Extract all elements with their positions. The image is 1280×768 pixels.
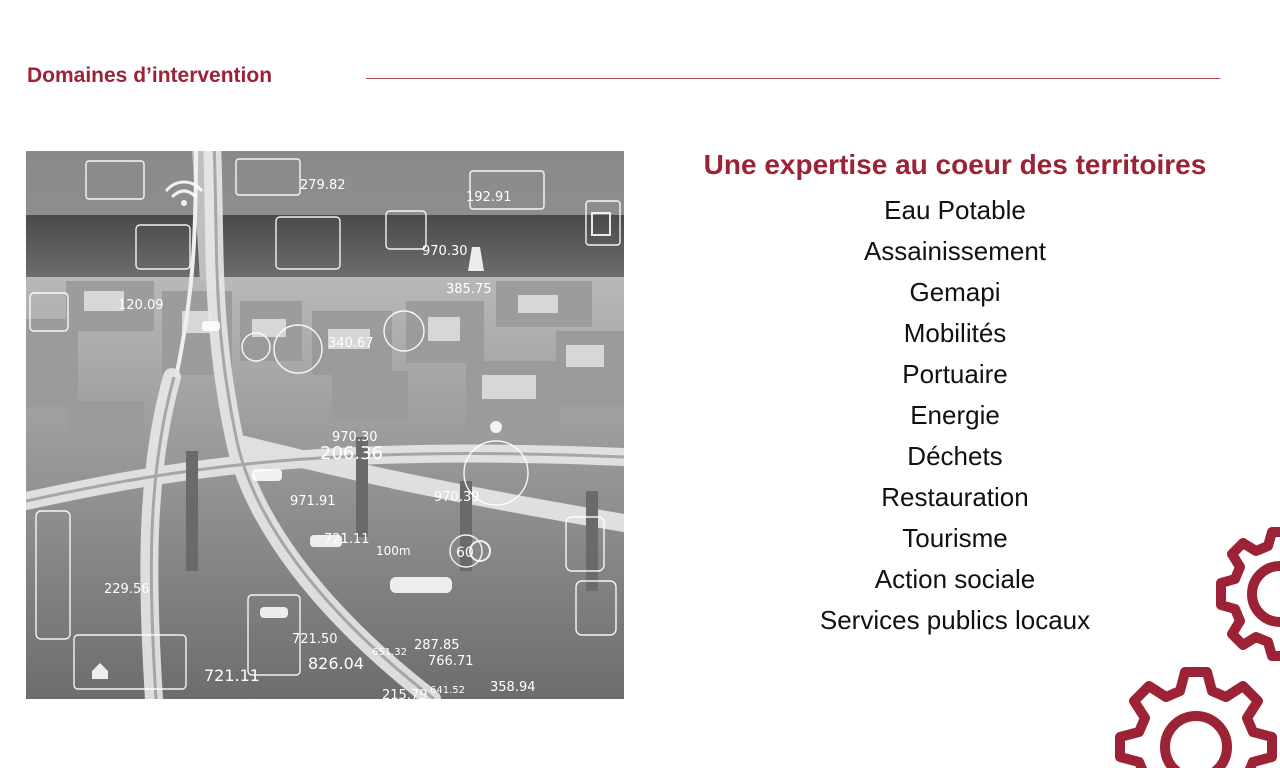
overlay-value: 970.30 bbox=[332, 430, 378, 445]
overlay-value: 651.32 bbox=[372, 647, 407, 658]
gear-icon bbox=[1206, 522, 1280, 666]
overlay-value: 340.67 bbox=[328, 336, 374, 351]
smart-city-illustration bbox=[26, 151, 624, 699]
domain-item: Tourisme bbox=[902, 523, 1008, 553]
overlay-value: 971.91 bbox=[290, 494, 336, 509]
overlay-value: 100m bbox=[376, 544, 411, 558]
overlay-value: 229.56 bbox=[104, 582, 150, 597]
domain-item: Mobilités bbox=[903, 318, 1007, 348]
overlay-value: 60 bbox=[456, 545, 474, 561]
overlay-value: 358.94 bbox=[490, 680, 536, 695]
header-divider bbox=[366, 78, 1220, 79]
smart-city-photo bbox=[26, 151, 624, 699]
gear-icon bbox=[1110, 662, 1280, 768]
overlay-value: 826.04 bbox=[308, 654, 364, 673]
overlay-value: 192.91 bbox=[466, 190, 512, 205]
domain-item: Assainissement bbox=[863, 236, 1047, 266]
domain-item: Action sociale bbox=[874, 564, 1036, 594]
domain-list bbox=[740, 190, 1170, 641]
overlay-value: 641.52 bbox=[430, 685, 465, 696]
overlay-value: 970.39 bbox=[434, 490, 480, 505]
overlay-value: 120.09 bbox=[118, 298, 164, 313]
domain-item: Portuaire bbox=[902, 359, 1008, 389]
overlay-value: 721.11 bbox=[324, 532, 370, 547]
section-title: Une expertise au coeur des territoires bbox=[703, 149, 1207, 180]
overlay-value: 970.30 bbox=[422, 244, 468, 259]
domain-item: Services publics locaux bbox=[819, 605, 1091, 635]
page-title: Domaines d’intervention bbox=[27, 64, 273, 87]
domain-item: Eau Potable bbox=[884, 195, 1026, 225]
overlay-value: 721.50 bbox=[292, 632, 338, 647]
domain-item: Gemapi bbox=[909, 277, 1001, 307]
overlay-value: 279.82 bbox=[300, 178, 346, 193]
overlay-value: 721.11 bbox=[204, 666, 260, 685]
domain-item: Déchets bbox=[907, 441, 1003, 471]
overlay-value: 215.79 bbox=[382, 688, 428, 699]
domain-item: Energie bbox=[910, 400, 1000, 430]
overlay-value: 766.71 bbox=[428, 654, 474, 669]
overlay-value: 385.75 bbox=[446, 282, 492, 297]
overlay-value: 206.36 bbox=[320, 443, 383, 464]
domain-item: Restauration bbox=[881, 482, 1029, 512]
overlay-value: 287.85 bbox=[414, 638, 460, 653]
